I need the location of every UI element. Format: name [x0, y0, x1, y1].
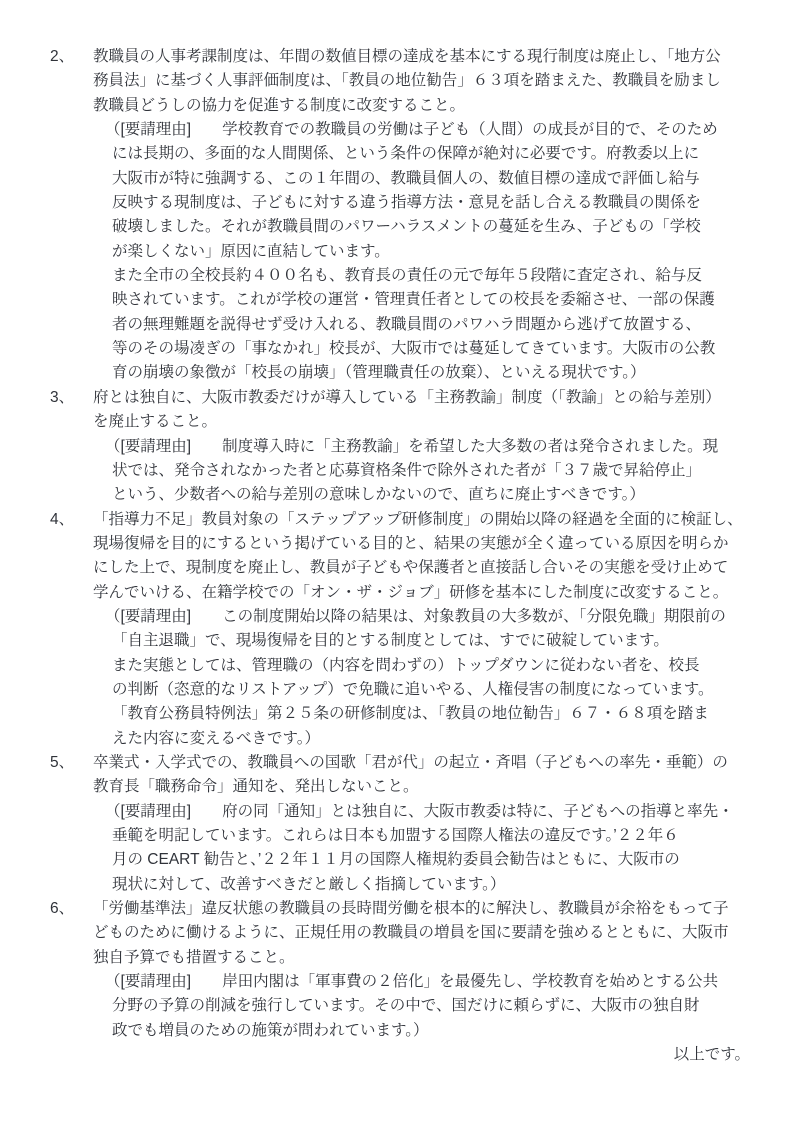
reason-text: 垂範を明記しています。これらは日本も加盟する国際人権法の違反です。’２２年６ — [112, 827, 679, 844]
item-number: 4、 — [50, 510, 75, 528]
reason-text: には長期の、多面的な人間関係、という条件の保障が絶対に必要です。府教委以上に — [112, 145, 700, 163]
request-line — [0, 897, 800, 921]
item-number: 6、 — [50, 900, 75, 918]
reason-line — [0, 994, 800, 1018]
reason-line — [0, 848, 800, 872]
request-text: 務員法」に基づく人事評価制度は、「教員の地位勧告」６３項を踏まえた、教職員を励まし — [93, 72, 721, 90]
request-line — [0, 410, 800, 434]
reason-text: 映されています。これが学校の運営・管理責任者としての校長を委縮させ、一部の保護 — [112, 291, 715, 309]
reason-text: （[要請理由] 学校教育での教職員の労働は子ども（人間）の成長が目的で、そのため — [105, 121, 718, 139]
reason-text: が楽しくない」原因に直結しています。 — [112, 242, 390, 260]
reason-text: 等のその場凌ぎの「事なかれ」校長が、大阪市では蔓延してきています。大阪市の公教 — [112, 340, 716, 358]
document-body — [0, 45, 800, 1067]
reason-line — [0, 702, 800, 726]
reason-text: また実態としては、管理職の（内容を問わずの）トップダウンに従わない者を、校長 — [112, 656, 700, 674]
request-line — [0, 581, 800, 605]
request-text: 学んでいける、在籍学校での「オン・ザ・ジョブ」研修を基本にした制度に改変すること。 — [93, 583, 729, 601]
reason-text: の判断（恣意的なリストアップ）で免職に追いやる、人権侵害の制度になっています。 — [112, 680, 714, 698]
reason-line — [0, 483, 800, 507]
reason-line — [0, 118, 800, 142]
reason-text: また全市の全校長約４００名も、教育長の責任の元で毎年５段階に査定され、給与反 — [112, 267, 702, 285]
reason-line — [0, 313, 800, 337]
reason-line — [0, 215, 800, 239]
request-line — [0, 921, 800, 945]
reason-line — [0, 678, 800, 702]
request-text: どものために働けるように、正規任用の教職員の増員を国に要請を強めるとともに、大阪市 — [93, 924, 729, 942]
request-line — [0, 45, 800, 69]
reason-line — [0, 142, 800, 166]
request-text: 教育長「職務命令」通知を、発出しないこと。 — [93, 778, 419, 796]
reason-line — [0, 240, 800, 264]
reason-text: 育の崩壊の象徴が「校長の崩壊」（管理職責任の放棄）、といえる現状です。） — [112, 364, 646, 382]
reason-line — [0, 727, 800, 751]
reason-line — [0, 191, 800, 215]
reason-line — [0, 970, 800, 994]
reason-text: （[要請理由] この制度開始以降の結果は、対象教員の大多数が、「分限免職」期限前の — [105, 607, 726, 625]
reason-text: 者の無理難題を説得せず受け入れる、教職員間のパワハラ問題から逃げて放置する、 — [112, 315, 702, 333]
request-text: 「労働基準法」違反状態の教職員の長時間労働を根本的に解決し、教職員が余裕をもって子 — [93, 900, 729, 918]
reason-text: えた内容に変えるべきです。） — [112, 729, 321, 747]
reason-text: という、少数者への給与差別の意味しかないので、直ちに廃止すべきです。） — [112, 486, 645, 504]
reason-text: 政でも増員のための施策が問われています。） — [112, 1021, 429, 1039]
reason-text: （[要請理由] 岸田内閣は「軍事費の２倍化」を最優先し、学校教育を始めとする公共 — [105, 973, 719, 991]
reason-line — [0, 800, 800, 824]
reason-line — [0, 873, 800, 897]
request-text: 教職員どうしの協力を促進する制度に改変すること。 — [93, 96, 466, 114]
request-line — [0, 69, 800, 93]
request-line — [0, 386, 800, 410]
closing-statement: 以上です。 — [673, 1046, 750, 1064]
reason-line — [0, 824, 800, 848]
request-line — [0, 946, 800, 970]
reason-line — [0, 264, 800, 288]
reason-line — [0, 629, 800, 653]
request-text: 「指導力不足」教員対象の「ステップアップ研修制度」の開始以降の経過を全面的に検証し、 — [93, 510, 743, 528]
request-text: にした上で、現制度を廃止し、教員が子どもや保護者と直接話し合いその実態を受け止めて — [93, 559, 729, 577]
reason-text: （[要請理由] 制度導入時に「主務教諭」を希望した大多数の者は発令されました。現 — [105, 437, 719, 455]
request-line — [0, 751, 800, 775]
request-line — [0, 556, 800, 580]
reason-line — [0, 459, 800, 483]
item-number: 5、 — [50, 753, 75, 771]
item-number: 2、 — [50, 48, 75, 65]
request-text: 独自予算でも措置すること。 — [93, 948, 295, 966]
reason-line — [0, 654, 800, 678]
reason-text: 反映する現制度は、子どもに対する違う指導方法・意見を話し合える教職員の関係を — [112, 194, 702, 212]
request-text: を廃止すること。 — [93, 413, 218, 431]
request-text: 教職員の人事考課制度は、年間の数値目標の達成を基本にする現行制度は廃止し、「地方公 — [93, 48, 721, 65]
request-text: 現場復帰を目的にするという掲げている目的と、結果の実態が全く違っている原因を明らか — [93, 534, 729, 552]
request-line — [0, 775, 800, 799]
reason-line — [0, 167, 800, 191]
reason-line — [0, 337, 800, 361]
reason-line — [0, 1019, 800, 1043]
reason-text: 月の CEART 勧告と、’２２年１１月の国際人権規約委員会勧告はともに、大阪市の — [112, 851, 680, 869]
request-line — [0, 94, 800, 118]
reason-text: （[要請理由] 府の同「通知」とは独自に、大阪市教委は特に、子どもへの指導と率先・ — [105, 802, 734, 820]
reason-text: 分野の予算の削減を強行しています。その中で、国だけに頼らずに、大阪市の独自財 — [112, 997, 700, 1015]
reason-text: 「自主退職」で、現場復帰を目的とする制度としては、すでに破綻しています。 — [112, 632, 669, 650]
reason-line — [0, 288, 800, 312]
request-line — [0, 508, 800, 532]
reason-text: 破壊しました。それが教職員間のパワーハラスメントの蔓延を生み、子どもの「学校 — [112, 218, 701, 236]
reason-line — [0, 361, 800, 385]
reason-line — [0, 435, 800, 459]
reason-line — [0, 605, 800, 629]
request-text: 卒業式・入学式での、教職員への国歌「君が代」の起立・斉唱（子どもへの率先・垂範）の — [93, 753, 728, 771]
request-text: 府とは独自に、大阪市教委だけが導入している「主務教諭」制度（「教諭」との給与差別） — [93, 388, 721, 406]
reason-text: 「教育公務員特例法」第２５条の研修制度は、「教員の地位勧告」６７・６８項を踏ま — [112, 705, 709, 723]
reason-text: 状では、発令されなかった者と応募資格条件で除外された者が「３７歳で昇給停止」 — [112, 461, 702, 479]
reason-text: 現状に対して、改善すべきだと厳しく指摘しています。） — [112, 875, 506, 893]
request-line — [0, 532, 800, 556]
reason-text: 大阪市が特に強調する、この１年間の、教職員個人の、数値目標の達成で評価し給与 — [112, 169, 700, 187]
item-number: 3、 — [50, 388, 75, 406]
